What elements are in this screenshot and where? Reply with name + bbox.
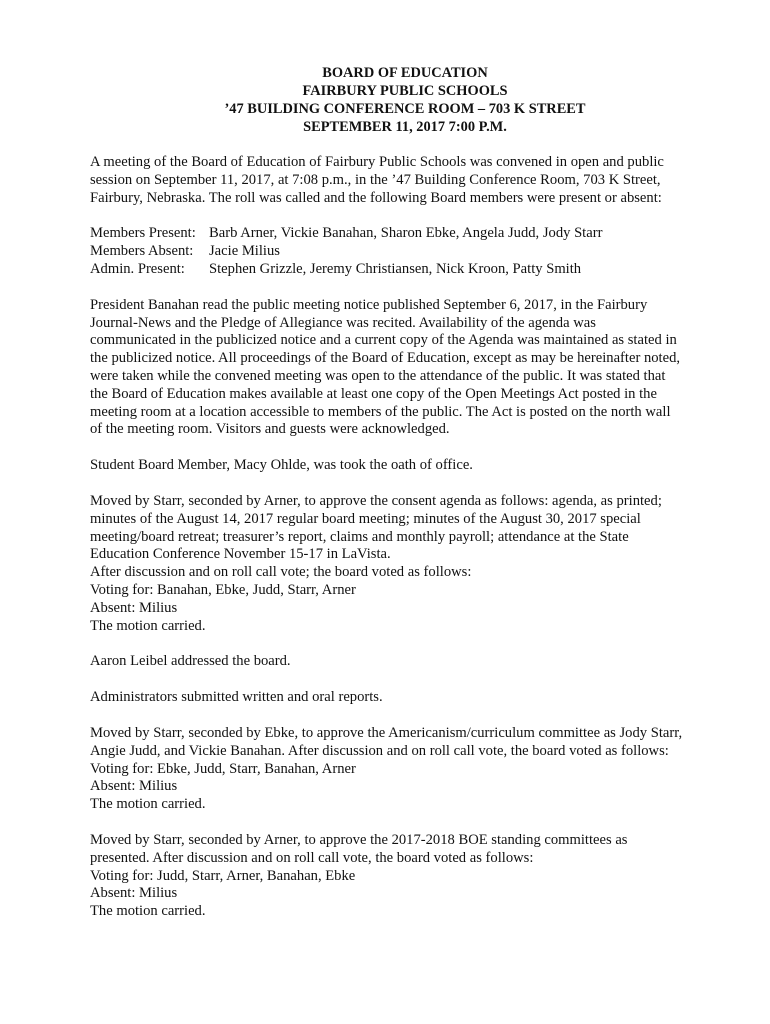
attendance-row-admin: [90, 261, 720, 279]
americanism-committee-motion: [90, 725, 720, 814]
notice-paragraph: [90, 297, 720, 439]
consent-agenda-motion: [90, 493, 720, 635]
public-comment-paragraph: Aaron Leibel addressed the board.: [90, 653, 291, 670]
attendance-row-present: [90, 225, 720, 243]
motion-line: The motion carried.: [90, 903, 206, 920]
motion-line: Absent: Milius: [90, 599, 178, 616]
document-header: [90, 64, 720, 136]
notice-line: President Banahan read the public meeting notice published September 6, 2017, in the Fairbury: [90, 296, 648, 313]
attendance-label: Admin. Present:: [90, 260, 185, 277]
motion-line: Education Conference November 15-17 in LaVista.: [90, 546, 391, 563]
header-school-name: FAIRBURY PUBLIC SCHOOLS: [302, 83, 508, 99]
student-oath-paragraph: Student Board Member, Macy Ohlde, was took the oath of office.: [90, 457, 473, 474]
motion-line: Voting for: Ebke, Judd, Starr, Banahan, Arner: [90, 760, 356, 777]
attendance-label: Members Absent:: [90, 243, 194, 260]
header-location: ’47 BUILDING CONFERENCE ROOM – 703 K STREET: [224, 101, 586, 117]
motion-line: The motion carried.: [90, 796, 206, 813]
notice-line: of the meeting room. Visitors and guests were acknowledged.: [90, 421, 450, 438]
header-date-time: SEPTEMBER 11, 2017 7:00 P.M.: [303, 119, 507, 135]
intro-line: session on September 11, 2017, at 7:08 p.m., in the ’47 Building Conference Room, 703 K Street,: [90, 171, 661, 188]
motion-line: After discussion and on roll call vote; the board voted as follows:: [90, 564, 472, 581]
motion-line: minutes of the August 14, 2017 regular board meeting; minutes of the August 30, 2017 special: [90, 510, 641, 527]
notice-line: communicated in the publicized notice and a current copy of the Agenda was maintained as stated in: [90, 332, 677, 349]
intro-line: Fairbury, Nebraska. The roll was called and the following Board members were present or absent:: [90, 189, 662, 206]
minutes-page: [90, 64, 720, 939]
motion-line: Angie Judd, and Vickie Banahan. After discussion and on roll call vote, the board voted as follows:: [90, 742, 669, 759]
motion-line: Moved by Starr, seconded by Ebke, to approve the Americanism/curriculum committee as Jody Starr,: [90, 724, 683, 741]
attendance-value: Stephen Grizzle, Jeremy Christiansen, Nick Kroon, Patty Smith: [209, 260, 582, 277]
motion-line: presented. After discussion and on roll call vote, the board voted as follows:: [90, 849, 534, 866]
notice-line: meeting room at a location accessible to members of the public. The Act is posted on the north wall: [90, 403, 671, 420]
notice-line: Journal-News and the Pledge of Allegiance was recited. Availability of the agenda was: [90, 314, 596, 331]
intro-paragraph: [90, 154, 720, 207]
motion-line: Absent: Milius: [90, 778, 178, 795]
motion-line: Moved by Starr, seconded by Arner, to approve the consent agenda as follows: agenda, as printed;: [90, 492, 662, 509]
attendance-list: [90, 225, 720, 278]
intro-line: A meeting of the Board of Education of Fairbury Public Schools was convened in open and public: [90, 154, 664, 170]
admin-reports-paragraph: Administrators submitted written and oral reports.: [90, 689, 383, 706]
motion-line: meeting/board retreat; treasurer’s report, claims and monthly payroll; attendance at the State: [90, 528, 629, 545]
motion-line: Moved by Starr, seconded by Arner, to approve the 2017-2018 BOE standing committees as: [90, 831, 628, 848]
attendance-value: Jacie Milius: [209, 243, 280, 260]
attendance-label: Members Present:: [90, 225, 196, 242]
header-board-title: BOARD OF EDUCATION: [322, 65, 488, 81]
notice-line: the publicized notice. All proceedings of the Board of Education, except as may be hereinafter noted,: [90, 350, 681, 367]
motion-line: Voting for: Banahan, Ebke, Judd, Starr, Arner: [90, 581, 356, 598]
notice-line: were taken while the convened meeting was open to the attendance of the public. It was stated that: [90, 367, 666, 384]
motion-line: Voting for: Judd, Starr, Arner, Banahan, Ebke: [90, 867, 356, 884]
motion-line: The motion carried.: [90, 617, 206, 634]
standing-committees-motion: [90, 832, 720, 921]
attendance-value: Barb Arner, Vickie Banahan, Sharon Ebke, Angela Judd, Jody Starr: [209, 225, 603, 242]
notice-line: the Board of Education makes available at least one copy of the Open Meetings Act posted in the: [90, 385, 657, 402]
attendance-row-absent: [90, 243, 720, 261]
motion-line: Absent: Milius: [90, 885, 178, 902]
